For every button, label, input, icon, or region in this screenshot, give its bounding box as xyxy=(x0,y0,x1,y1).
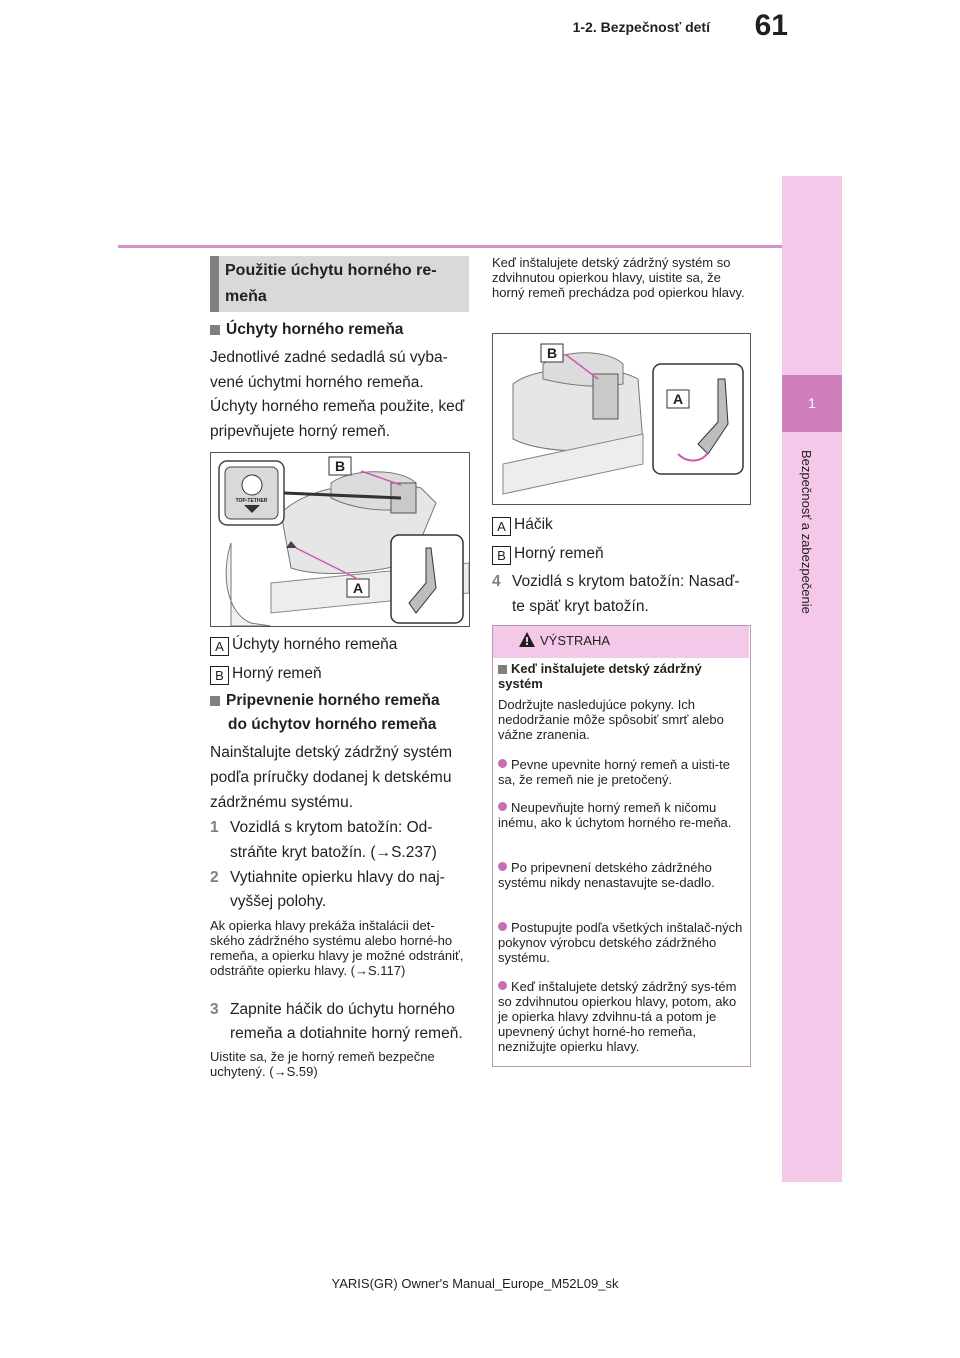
square-bullet-icon xyxy=(210,325,220,335)
section-title: 1-2. Bezpečnosť detí xyxy=(572,19,710,35)
legend-b: B Horný remeň xyxy=(210,661,470,686)
step-3-line2: remeňa a dotiahnite horný remeň. xyxy=(230,1025,463,1042)
warning-triangle-icon xyxy=(518,631,536,649)
figure-label-a: A xyxy=(672,391,684,407)
warning-item: Po pripevnení detského zádržného systému nikdy nenastavujte se-dadlo. xyxy=(498,860,715,890)
warning-item: Pevne upevnite horný remeň a uisti-te sa, že remeň nie je pretočený. xyxy=(498,757,730,787)
header-divider xyxy=(118,245,788,248)
subheading-attaching: Pripevnenie horného remeňa xyxy=(210,688,470,713)
paragraph: Jednotlivé zadné sedadlá sú vyba-vené úchytmi horného remeňa. xyxy=(210,349,448,391)
round-bullet-icon xyxy=(498,759,507,768)
paragraph: Nainštalujte detský zádržný systém podľa príručky dodanej k detskému zádržnému systému. xyxy=(210,744,453,811)
seat-illustration xyxy=(211,453,469,626)
round-bullet-icon xyxy=(498,862,507,871)
side-tab-chapter-number: 1 xyxy=(808,395,816,411)
page-number: 61 xyxy=(754,9,788,42)
step-1-line2: stráňte kryt batožín. (→S.237) xyxy=(230,844,437,861)
legend-b-box: B xyxy=(492,546,511,565)
step-4-line2: te späť kryt batožín. xyxy=(512,598,649,615)
figure-tether-anchors xyxy=(210,452,470,627)
round-bullet-icon xyxy=(498,802,507,811)
square-bullet-icon xyxy=(498,665,507,674)
section-heading-bar xyxy=(210,256,219,312)
step-2: 2 Vytiahnite opierku hlavy do naj- xyxy=(210,869,445,886)
section-heading: Použitie úchytu horného re-meňa xyxy=(225,262,437,305)
side-tab-label: Bezpečnosť a zabezpečenie xyxy=(799,450,814,614)
subheading-tether-anchors: Úchyty horného remeňa xyxy=(210,317,470,342)
step-2-line2: vyššej polohy. xyxy=(230,893,327,910)
legend-a-box: A xyxy=(210,637,229,656)
step-2-note: Ak opierka hlavy prekáža inštalácii det-ského zádržného systému alebo horné-ho remeňa, a opierku hlavy je možné odstrániť, odstráňte opierku hlavy. (→S.117) xyxy=(210,918,464,978)
step-3-note: Uistite sa, že je horný remeň bezpečne uchytený. (→S.59) xyxy=(210,1049,435,1079)
figure-hook-strap xyxy=(492,333,751,505)
step-1: 1 Vozidlá s krytom batožín: Od- xyxy=(210,819,433,836)
square-bullet-icon xyxy=(210,696,220,706)
round-bullet-icon xyxy=(498,922,507,931)
legend-a: A Háčik xyxy=(492,512,752,537)
figure-label-b: B xyxy=(334,458,346,474)
figure-label-a: A xyxy=(352,580,364,596)
legend-b: B Horný remeň xyxy=(492,541,752,566)
warning-intro: Dodržujte nasledujúce pokyny. Ich nedodržanie môže spôsobiť smrť alebo vážne zranenia. xyxy=(498,697,724,742)
top-tether-badge: TOP-TETHER xyxy=(235,498,268,504)
right-intro: Keď inštalujete detský zádržný systém so zdvihnutou opierkou hlavy, uistite sa, že horný remeň prechádza pod opierkou hlavy. xyxy=(492,255,745,300)
warning-title: VÝSTRAHA xyxy=(540,633,611,648)
round-bullet-icon xyxy=(498,981,507,990)
headrest-illustration xyxy=(493,334,750,504)
paragraph: Úchyty horného remeňa použite, keď pripevňujete horný remeň. xyxy=(210,398,465,440)
step-4: 4 Vozidlá s krytom batožín: Nasaď- xyxy=(492,573,740,590)
legend-b-box: B xyxy=(210,666,229,685)
step-3: 3 Zapnite háčik do úchytu horného xyxy=(210,1001,455,1018)
footer: YARIS(GR) Owner's Manual_Europe_M52L09_sk xyxy=(331,1276,619,1291)
subheading-attaching-line2: do úchytov horného remeňa xyxy=(228,716,437,733)
warning-item: Neupevňujte horný remeň k ničomu inému, ako k úchytom horného re-meňa. xyxy=(498,800,732,830)
warning-item: Keď inštalujete detský zádržný sys-tém so zdvihnutou opierkou hlavy, potom, ako je opierka hlavy zdvihnu-tá a potom je upevnený úchyt horné-ho remeňa, neznižujte opierku hlavy. xyxy=(498,979,737,1054)
warning-subtitle: Keď inštalujete detský zádržný systém xyxy=(498,661,702,691)
warning-item: Postupujte podľa všetkých inštalač-ných pokynov výrobcu detského zádržného systému. xyxy=(498,920,743,965)
figure-label-b: B xyxy=(546,345,558,361)
legend-a: A Úchyty horného remeňa xyxy=(210,632,470,657)
legend-a-box: A xyxy=(492,517,511,536)
